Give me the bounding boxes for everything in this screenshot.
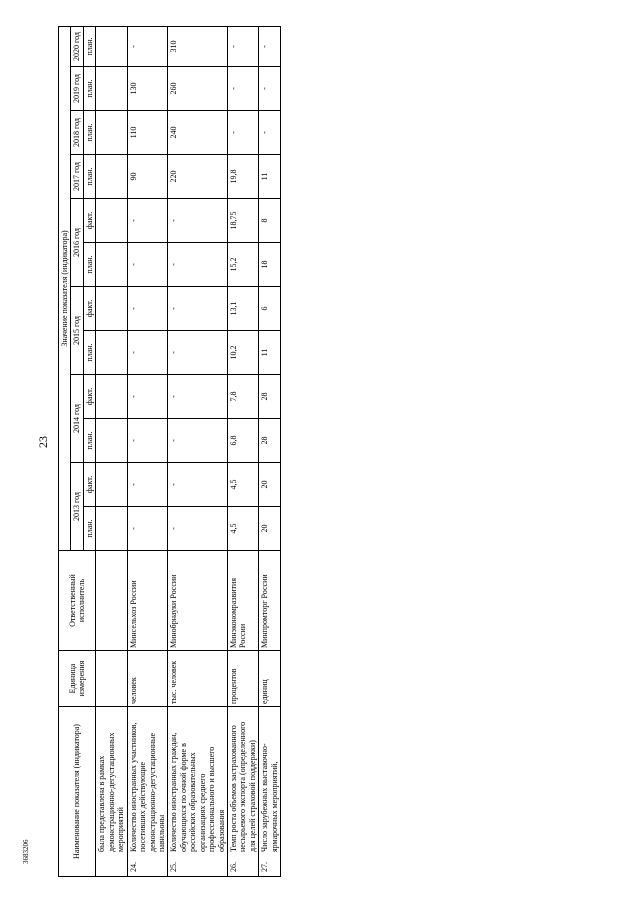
value-cell: 20 xyxy=(259,463,281,507)
value-cell xyxy=(96,243,127,287)
header-year-2019: 2019 год xyxy=(71,67,83,111)
table-row xyxy=(127,26,168,876)
value-cell xyxy=(96,375,127,419)
header-plan: план. xyxy=(83,111,95,155)
value-cell: 28 xyxy=(259,375,281,419)
rotated-table-container xyxy=(58,27,608,877)
indicator-name-cell xyxy=(168,707,228,877)
row-number: 26. xyxy=(229,862,238,872)
executor-cell xyxy=(96,551,127,651)
value-cell: - xyxy=(168,287,228,331)
value-cell: - xyxy=(259,67,281,111)
page-number: 23 xyxy=(36,436,50,448)
value-cell xyxy=(96,155,127,199)
table-row xyxy=(96,26,127,876)
value-cell: 20 xyxy=(259,507,281,551)
value-cell: - xyxy=(168,199,228,243)
value-cell: - xyxy=(228,67,259,111)
value-cell: 6,8 xyxy=(228,419,259,463)
value-cell xyxy=(96,419,127,463)
header-year-2020: 2020 год xyxy=(71,26,83,66)
executor-cell: Минсельхоз России xyxy=(127,551,168,651)
unit-cell: человек xyxy=(127,651,168,707)
header-plan: план. xyxy=(83,507,95,551)
row-number: 27. xyxy=(260,862,270,872)
value-cell: - xyxy=(127,26,168,66)
indicator-name-cell xyxy=(96,707,127,877)
value-cell: - xyxy=(127,375,168,419)
value-cell xyxy=(96,331,127,375)
value-cell xyxy=(96,463,127,507)
header-unit: Единица измерения xyxy=(59,651,96,707)
value-cell: - xyxy=(168,331,228,375)
header-fact: факт. xyxy=(83,463,95,507)
value-cell: 4,5 xyxy=(228,463,259,507)
value-cell: - xyxy=(127,331,168,375)
value-cell xyxy=(96,26,127,66)
table-row xyxy=(228,26,259,876)
value-cell: - xyxy=(168,419,228,463)
executor-cell: Минпромторг России xyxy=(259,551,281,651)
table-row xyxy=(168,26,228,876)
value-cell: 10,2 xyxy=(228,331,259,375)
value-cell: 11 xyxy=(259,331,281,375)
value-cell: 130 xyxy=(127,67,168,111)
value-cell: - xyxy=(259,111,281,155)
executor-cell: Минэкономразвития России xyxy=(228,551,259,651)
header-plan: план. xyxy=(83,26,95,66)
header-fact: факт. xyxy=(83,199,95,243)
value-cell: 13,1 xyxy=(228,287,259,331)
value-cell: 220 xyxy=(168,155,228,199)
header-plan: план. xyxy=(83,331,95,375)
value-cell: - xyxy=(127,419,168,463)
header-year-2017: 2017 год xyxy=(71,155,83,199)
indicators-table xyxy=(58,26,281,877)
value-cell: - xyxy=(127,507,168,551)
header-year-2014: 2014 год xyxy=(71,375,83,463)
executor-cell: Минобрнауки России xyxy=(168,551,228,651)
indicator-name: Количество иностранных участников, посетивших действующие демонстрационно-дегустационные павильоны xyxy=(128,722,166,852)
value-cell: 7,8 xyxy=(228,375,259,419)
value-cell: 8 xyxy=(259,199,281,243)
value-cell: 110 xyxy=(127,111,168,155)
value-cell: - xyxy=(168,243,228,287)
row-number: 24. xyxy=(128,862,138,872)
value-cell: - xyxy=(168,507,228,551)
unit-cell xyxy=(96,651,127,707)
header-name: Наименование показателя (индикатора) xyxy=(59,707,96,877)
indicator-name: была представлена в рамках демонстрационно-дегустационных мероприятий xyxy=(97,732,126,852)
row-number xyxy=(97,858,125,872)
value-cell: - xyxy=(127,199,168,243)
value-cell: 90 xyxy=(127,155,168,199)
indicator-name-cell xyxy=(228,707,259,877)
header-fact: факт. xyxy=(83,375,95,419)
header-plan: план. xyxy=(83,243,95,287)
header-fact: факт. xyxy=(83,287,95,331)
value-cell: 15,2 xyxy=(228,243,259,287)
unit-cell: единиц xyxy=(259,651,281,707)
value-cell: 11 xyxy=(259,155,281,199)
value-cell: - xyxy=(127,463,168,507)
header-year-2018: 2018 год xyxy=(71,111,83,155)
unit-cell: тыс. человек xyxy=(168,651,228,707)
value-cell: - xyxy=(127,287,168,331)
row-number: 25. xyxy=(169,862,179,872)
value-cell: - xyxy=(168,375,228,419)
value-cell: 310 xyxy=(168,26,228,66)
value-cell: - xyxy=(127,243,168,287)
header-values-group: Значение показателя (индикатора) xyxy=(59,26,71,550)
document-code: 3683206 xyxy=(22,839,30,864)
header-row-1 xyxy=(59,26,71,876)
indicator-name-cell xyxy=(127,707,168,877)
header-year-2015: 2015 год xyxy=(71,287,83,375)
value-cell: 28 xyxy=(259,419,281,463)
header-plan: план. xyxy=(83,67,95,111)
value-cell: 4,5 xyxy=(228,507,259,551)
value-cell xyxy=(96,287,127,331)
header-executor: Ответственный исполнитель xyxy=(59,551,96,651)
header-plan: план. xyxy=(83,419,95,463)
value-cell: 18,75 xyxy=(228,199,259,243)
value-cell: 6 xyxy=(259,287,281,331)
indicator-name: Количество иностранных граждан, обучающихся по очной форме в российских образовательных организациях среднего профессионального и высшего образования xyxy=(169,732,226,852)
value-cell xyxy=(96,507,127,551)
header-year-2013: 2013 год xyxy=(71,463,83,551)
value-cell: - xyxy=(228,111,259,155)
value-cell: 240 xyxy=(168,111,228,155)
value-cell: - xyxy=(168,463,228,507)
header-plan: план. xyxy=(83,155,95,199)
unit-cell: процентов xyxy=(228,651,259,707)
value-cell: 18 xyxy=(259,243,281,287)
value-cell xyxy=(96,111,127,155)
value-cell xyxy=(96,67,127,111)
indicator-name: Темп роста объемов застрахованного несырьевого экспорта (определенного для целей страховой поддержки) xyxy=(229,721,257,852)
value-cell xyxy=(96,199,127,243)
value-cell: - xyxy=(228,26,259,66)
indicator-name-cell xyxy=(259,707,281,877)
value-cell: - xyxy=(259,26,281,66)
value-cell: 260 xyxy=(168,67,228,111)
table-row xyxy=(259,26,281,876)
indicator-name: Число зарубежных выставочно-ярмарочных мероприятий, xyxy=(260,743,279,852)
header-year-2016: 2016 год xyxy=(71,199,83,287)
value-cell: 19,8 xyxy=(228,155,259,199)
